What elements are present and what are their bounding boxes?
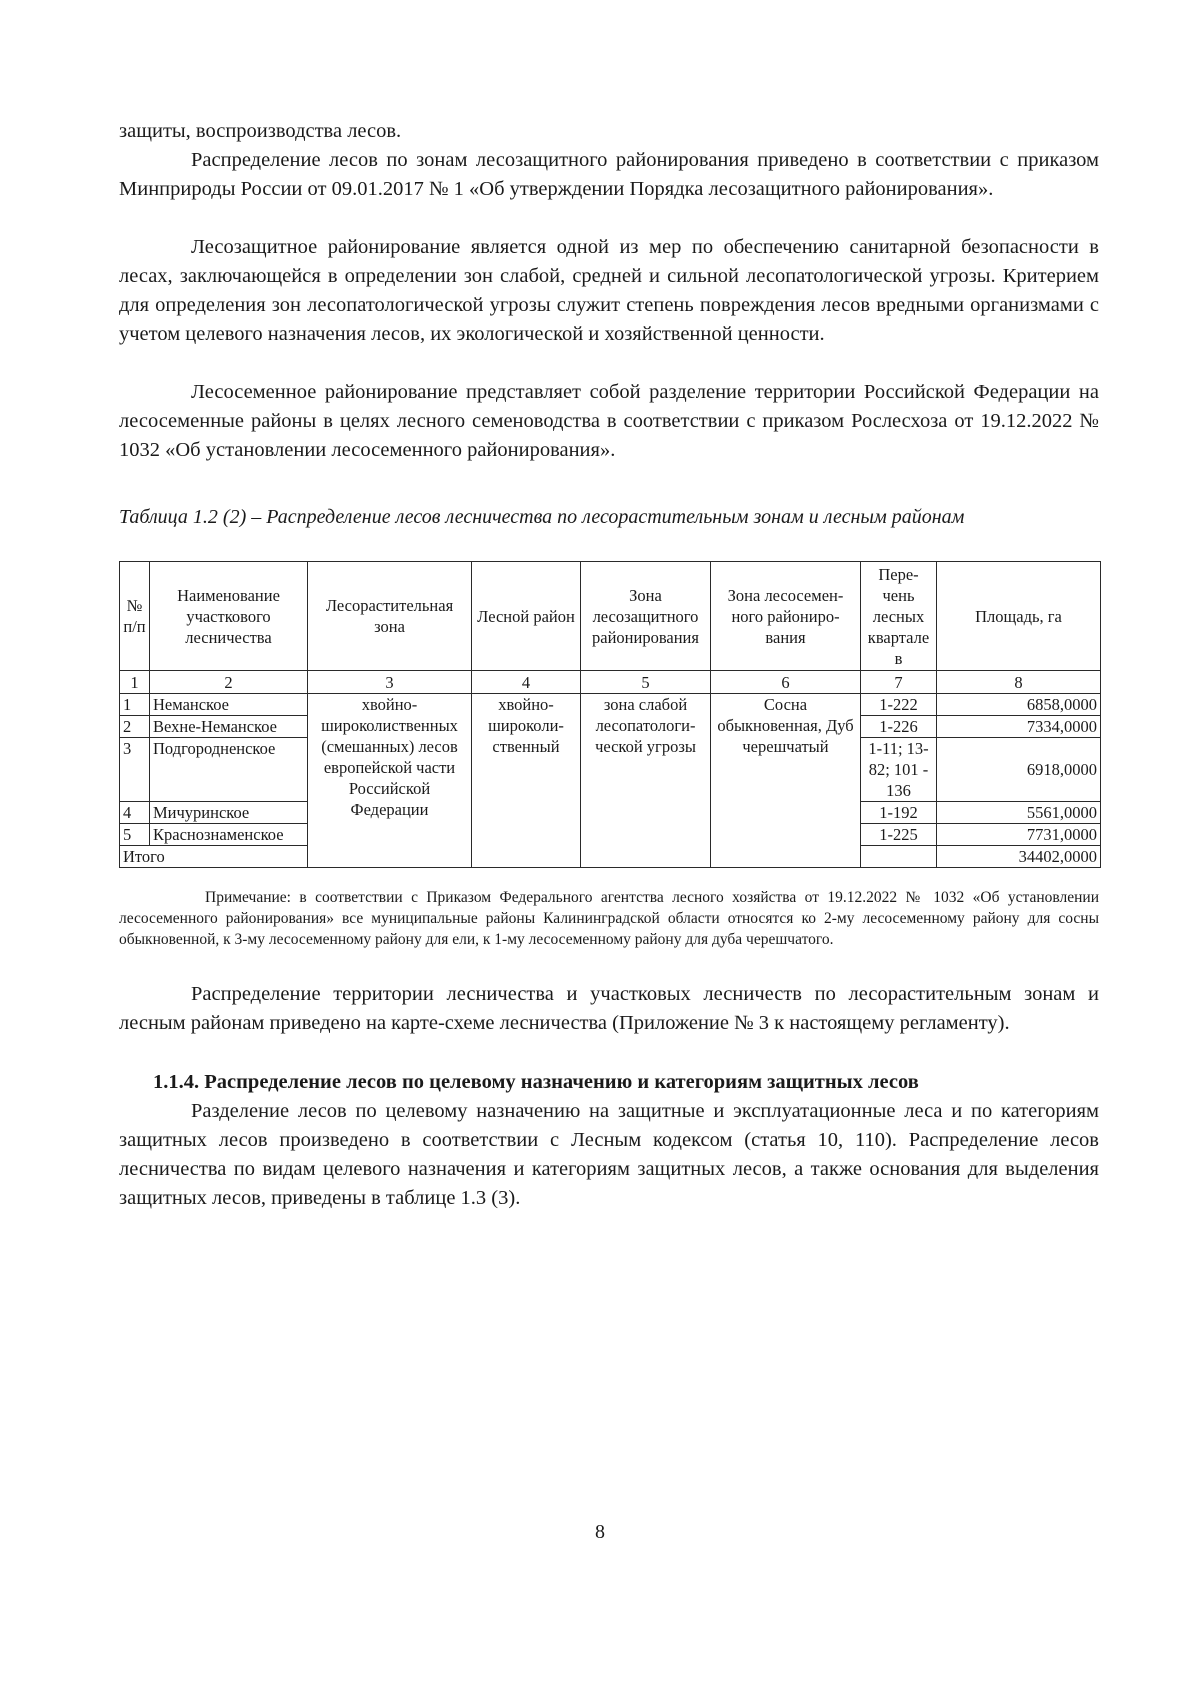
column-number: 5: [581, 671, 711, 694]
header-number: № п/п: [120, 562, 150, 671]
column-number: 8: [937, 671, 1101, 694]
row-number: 1: [120, 694, 150, 716]
table-row: [120, 694, 1101, 716]
header-district-name: Наименование участкового лесничества: [150, 562, 308, 671]
row-number: 2: [120, 716, 150, 738]
quarters-list: 1-192: [861, 802, 937, 824]
column-number: 7: [861, 671, 937, 694]
row-number: 4: [120, 802, 150, 824]
note-text: Примечание: в соответствии с Приказом Федерального агентства лесного хозяйства от 19.12.2022 № 1032 «Об установлении лесосеменного районирования» все муниципальные районы Калининградской области относятся ко 2-му лесосеменному району для сосны обыкновенной, к 3-му лесосеменному району для ели, к 1-му лесосеменному району для дуба черешчатого.: [119, 889, 1099, 948]
total-quarters-empty: [861, 846, 937, 868]
area-value: 7731,0000: [937, 824, 1101, 846]
column-number: 1: [120, 671, 150, 694]
district-name: Подгородненское: [150, 738, 308, 802]
page-number: 8: [595, 1521, 605, 1543]
section-heading: 1.1.4. Распределение лесов по целевому назначению и категориям защитных лесов: [153, 1071, 919, 1093]
area-value: 6858,0000: [937, 694, 1101, 716]
column-number: 3: [308, 671, 472, 694]
forest-distribution-table: [119, 561, 1101, 868]
header-vegetation-zone: Лесорастительная зона: [308, 562, 472, 671]
paragraph-protection-zoning: Распределение лесов по зонам лесозащитного районирования приведено в соответствии с приказом Минприроды России от 09.01.2017 № 1 «Об утверждении Порядка лесозащитного районирования».: [119, 149, 1099, 200]
table-caption: Таблица 1.2 (2) – Распределение лесов лесничества по лесорастительным зонам и лесным районам: [119, 506, 965, 528]
district-name: Неманское: [150, 694, 308, 716]
total-label: Итого: [120, 846, 308, 868]
column-number: 2: [150, 671, 308, 694]
header-quarters: Пере-чень лесных квартале в: [861, 562, 937, 671]
row-number: 3: [120, 738, 150, 802]
header-area: Площадь, га: [937, 562, 1101, 671]
quarters-list: 1-225: [861, 824, 937, 846]
header-forest-district: Лесной район: [472, 562, 581, 671]
header-protection-zone: Зона лесозащитного районирования: [581, 562, 711, 671]
quarters-list: 1-11; 13-82; 101 - 136: [861, 738, 937, 802]
column-number: 6: [711, 671, 861, 694]
district-name: Вехне-Неманское: [150, 716, 308, 738]
paragraph-seed-zoning: Лесосеменное районирование представляет собой разделение территории Российской Федерации на лесосеменные районы в целях лесного семеноводства в соответствии с приказом Рослесхоза от 19.12.2022 № 1032 «Об установлении лесосеменного районирования».: [119, 381, 1099, 461]
paragraph-purpose-categories: Разделение лесов по целевому назначению на защитные и эксплуатационные леса и по категориям защитных лесов произведено в соответствии с Лесным кодексом (статья 10, 110). Распределение лесов лесничества по видам целевого назначения и категориям защитных лесов, а также основания для выделения защитных лесов, приведены в таблице 1.3 (3).: [119, 1100, 1099, 1209]
table-note: [119, 887, 1099, 950]
district-name: Мичуринское: [150, 802, 308, 824]
seed-zone-cell: Сосна обыкновенная, Дуб черешчатый: [711, 694, 861, 868]
column-number-row: [120, 671, 1101, 694]
paragraph-protection-definition: Лесозащитное районирование является одной из мер по обеспечению санитарной безопасности в лесах, заключающейся в определении зон слабой, средней и сильной лесопатологической угрозы. Критерием для определения зон лесопатологической угрозы служит степень повреждения лесов вредными организмами с учетом целевого назначения лесов, их экологической и хозяйственной ценности.: [119, 236, 1099, 345]
forest-district-cell: хвойно-широколи-ственный: [472, 694, 581, 868]
column-number: 4: [472, 671, 581, 694]
paragraph-map-reference: Распределение территории лесничества и участковых лесничеств по лесорастительным зонам и лесным районам приведено на карте-схеме лесничества (Приложение № 3 к настоящему регламенту).: [119, 983, 1099, 1034]
area-value: 7334,0000: [937, 716, 1101, 738]
quarters-list: 1-226: [861, 716, 937, 738]
area-value: 5561,0000: [937, 802, 1101, 824]
district-name: Краснознаменское: [150, 824, 308, 846]
table-header-row: [120, 562, 1101, 671]
header-seed-zone: Зона лесосемен-ного райониро-вания: [711, 562, 861, 671]
row-number: 5: [120, 824, 150, 846]
total-area: 34402,0000: [937, 846, 1101, 868]
protection-zone-cell: зона слабой лесопатологи-ческой угрозы: [581, 694, 711, 868]
area-value: 6918,0000: [937, 738, 1101, 802]
paragraph-intro: защиты, воспроизводства лесов.: [119, 120, 402, 142]
quarters-list: 1-222: [861, 694, 937, 716]
vegetation-zone-cell: хвойно-широколиственных (смешанных) лесов европейской части Российской Федерации: [308, 694, 472, 868]
